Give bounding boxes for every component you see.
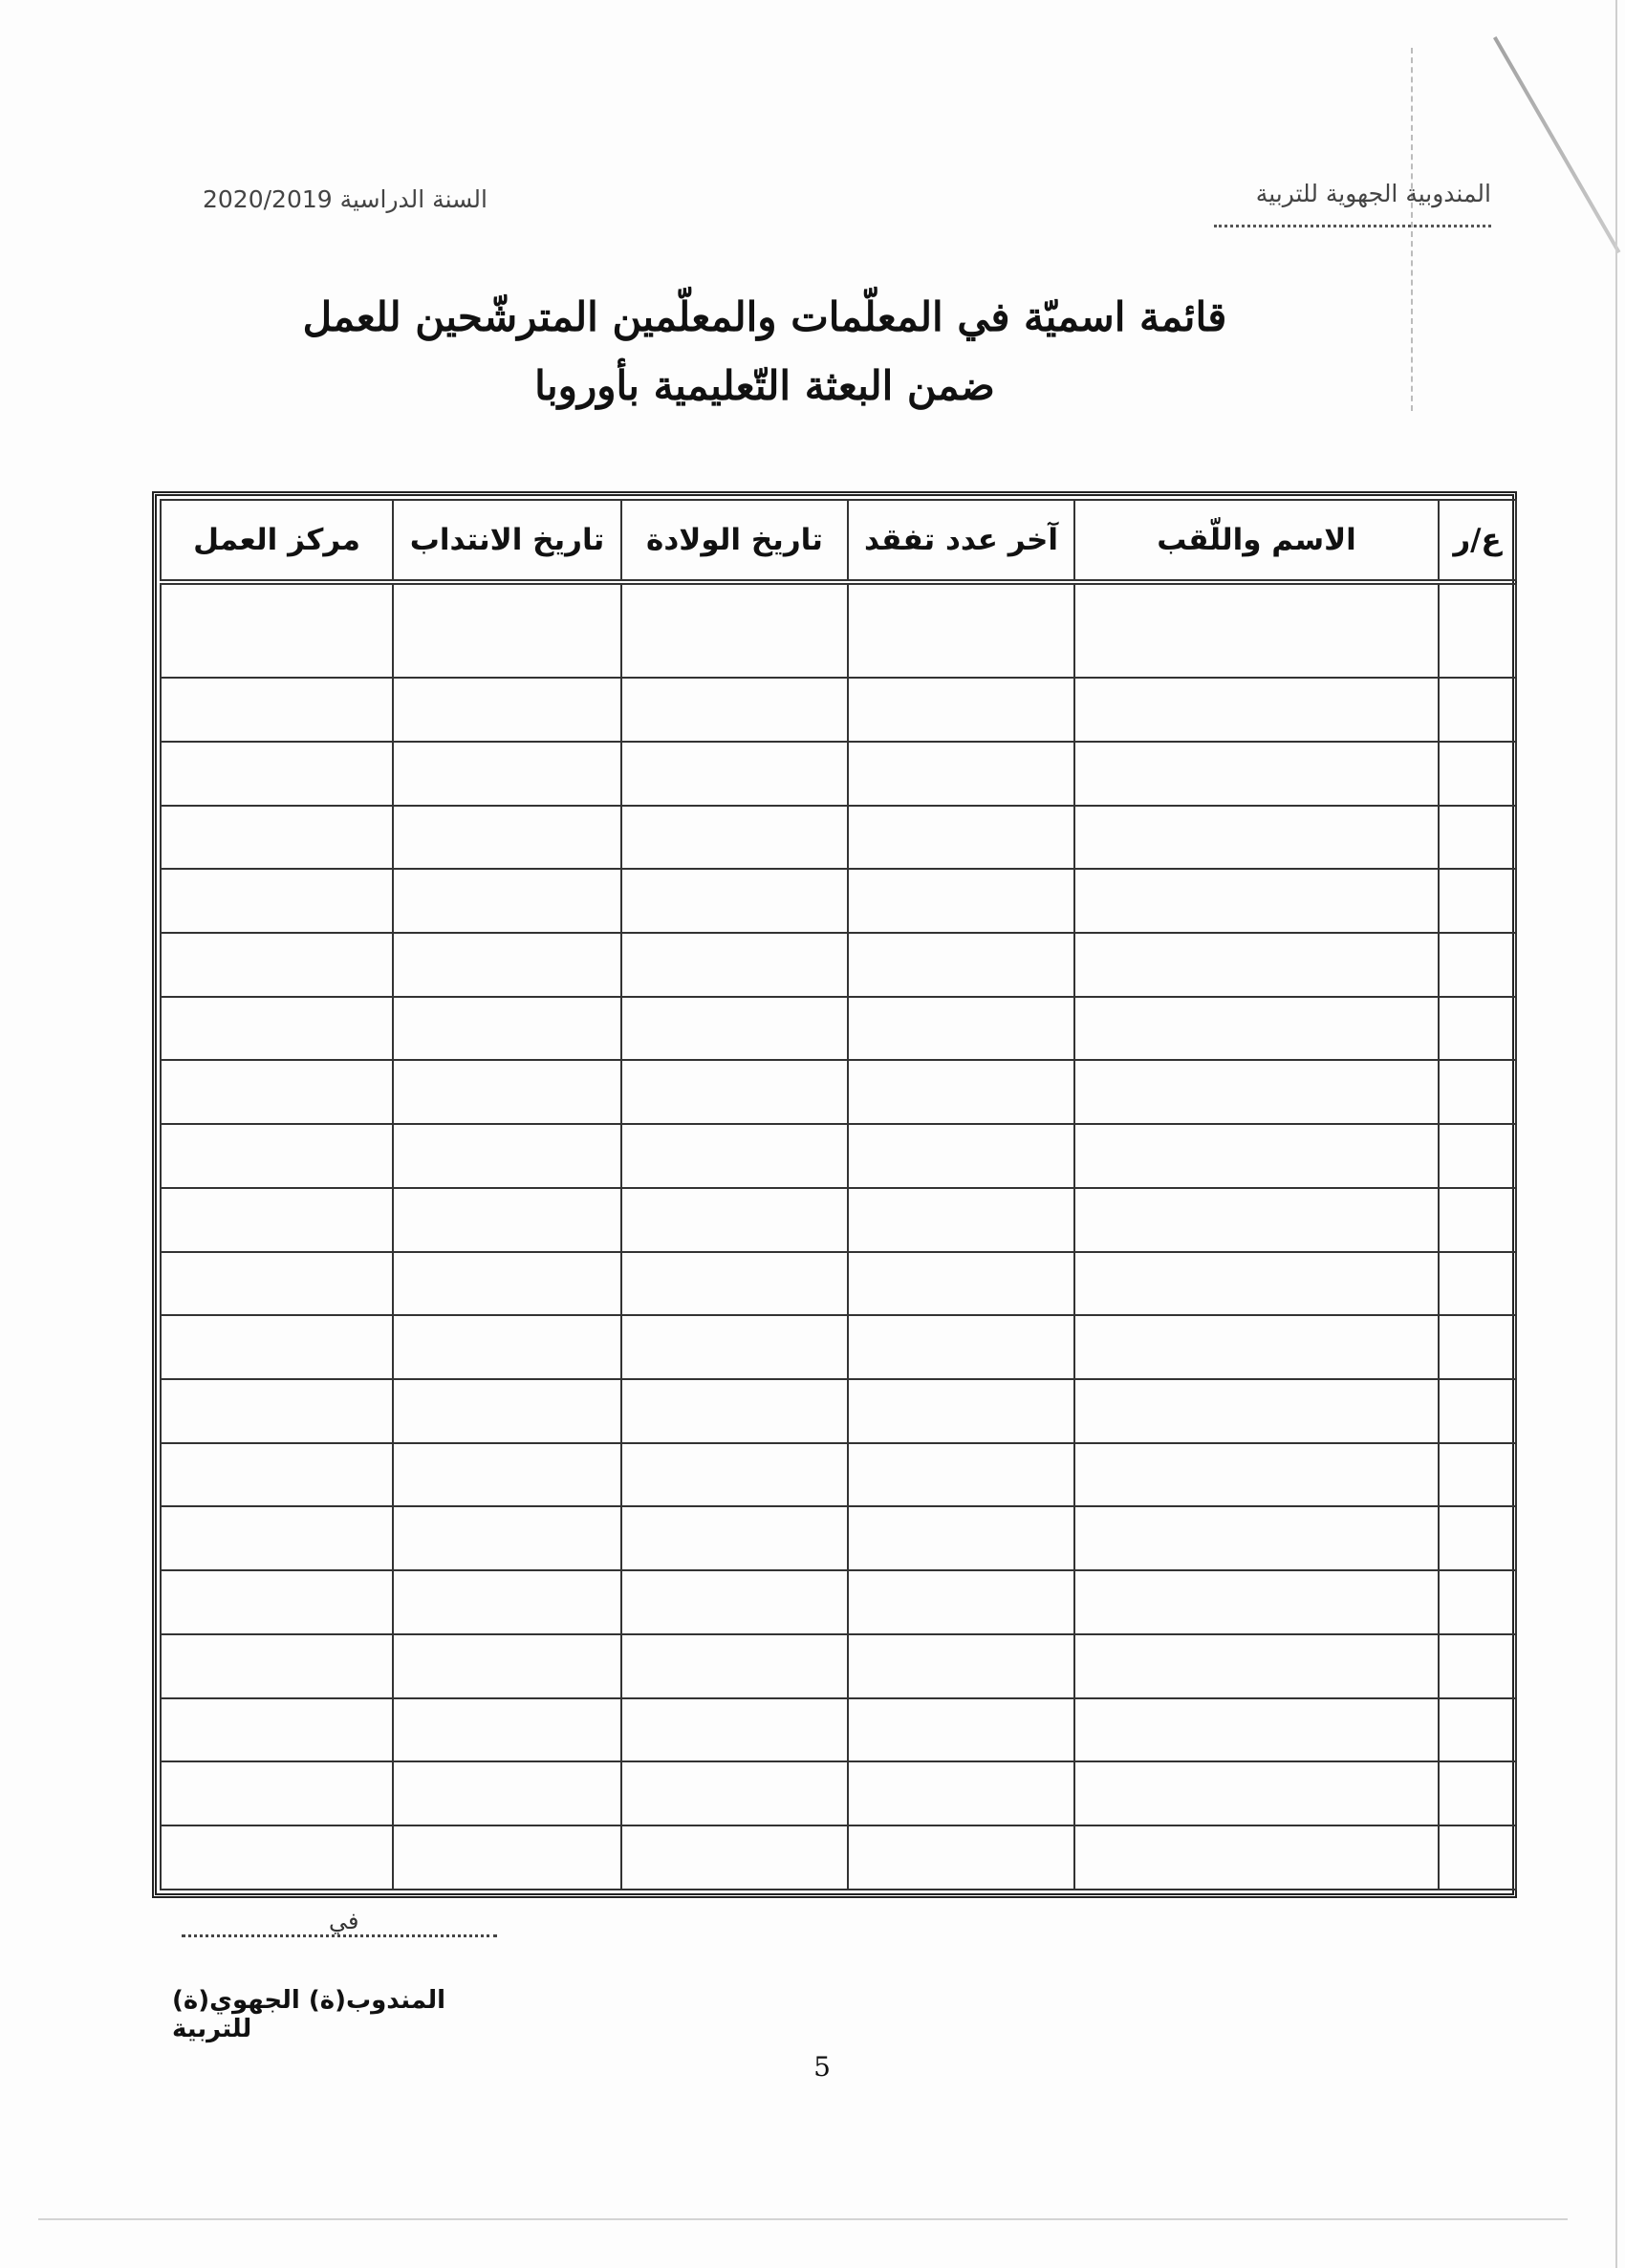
footer-signature-label: المندوب(ة) الجهوي(ة) للتربية (172, 1986, 446, 2043)
scan-artifact-dashed-line (1411, 48, 1413, 411)
table-cell (1074, 806, 1439, 870)
table-row (161, 1570, 1516, 1634)
table-cell (848, 1570, 1074, 1634)
table-cell (1439, 933, 1516, 997)
table-cell (621, 869, 848, 933)
table-cell (161, 1188, 393, 1252)
title-line-1: قائمة اسميّة في المعلّمات والمعلّمين المترشّحين للعمل (302, 293, 1227, 340)
table-cell (393, 1443, 621, 1507)
header-school-year: السنة الدراسية 2020/2019 (203, 185, 488, 213)
table-cell (161, 1570, 393, 1634)
table-cell (1074, 997, 1439, 1061)
table-cell (161, 1634, 393, 1698)
table-cell (1074, 1761, 1439, 1825)
table-cell (393, 1252, 621, 1316)
table-cell (848, 1252, 1074, 1316)
table-cell (848, 678, 1074, 742)
table-cell (1439, 1060, 1516, 1124)
table-cell (848, 742, 1074, 806)
table-cell (161, 678, 393, 742)
table-cell (1074, 582, 1439, 678)
column-header-name: الاسم واللّقب (1074, 500, 1439, 582)
table-cell (161, 869, 393, 933)
table-row (161, 1060, 1516, 1124)
table-cell (1074, 1379, 1439, 1443)
table-cell (161, 1825, 393, 1890)
table-cell (621, 1443, 848, 1507)
column-header-inspection-score: آخر عدد تفقد (848, 500, 1074, 582)
table-cell (848, 1315, 1074, 1379)
table-row (161, 1124, 1516, 1188)
table-cell (161, 1698, 393, 1762)
table-cell (1439, 1315, 1516, 1379)
table-row (161, 1506, 1516, 1570)
column-header-recruitment-date: تاريخ الانتداب (393, 500, 621, 582)
table-cell (1439, 678, 1516, 742)
table-cell (1074, 1443, 1439, 1507)
table-cell (621, 1188, 848, 1252)
table-cell (848, 1188, 1074, 1252)
table-row (161, 1698, 1516, 1762)
table-cell (1074, 1634, 1439, 1698)
table-cell (621, 1761, 848, 1825)
directorate-dotted-line (1214, 225, 1491, 227)
footer-place-date-line (182, 1908, 497, 1937)
table-cell (848, 1825, 1074, 1890)
table-cell (1074, 1825, 1439, 1890)
header-directorate (1185, 180, 1491, 227)
table-row (161, 1443, 1516, 1507)
table-cell (621, 1698, 848, 1762)
table-cell (393, 1634, 621, 1698)
table-cell (1439, 1698, 1516, 1762)
table-cell (848, 1379, 1074, 1443)
column-header-birth-date: تاريخ الولادة (621, 500, 848, 582)
table-cell (1074, 742, 1439, 806)
table-cell (393, 997, 621, 1061)
table-cell (1439, 1634, 1516, 1698)
table-cell (393, 1761, 621, 1825)
table-row (161, 1252, 1516, 1316)
table-row (161, 742, 1516, 806)
table-cell (393, 1124, 621, 1188)
table-cell (1439, 1124, 1516, 1188)
table-cell (393, 1698, 621, 1762)
document-title (287, 283, 1243, 421)
table-cell (393, 1188, 621, 1252)
table-cell (1074, 1252, 1439, 1316)
table-cell (161, 582, 393, 678)
table-cell (848, 933, 1074, 997)
table-cell (1074, 1124, 1439, 1188)
table-cell (393, 1570, 621, 1634)
table-cell (161, 1379, 393, 1443)
table-cell (1074, 1506, 1439, 1570)
table-row (161, 933, 1516, 997)
table-cell (393, 1060, 621, 1124)
table-cell (621, 1315, 848, 1379)
table-cell (848, 806, 1074, 870)
table-cell (621, 742, 848, 806)
table-cell (1074, 678, 1439, 742)
table-cell (621, 1825, 848, 1890)
table-cell (621, 1379, 848, 1443)
table-cell (1439, 742, 1516, 806)
title-line-2: ضمن البعثة التّعليمية بأوروبا (534, 362, 995, 409)
page-number: 5 (813, 2051, 831, 2083)
table-cell (621, 1634, 848, 1698)
table-cell (848, 869, 1074, 933)
table-cell (1439, 869, 1516, 933)
table-cell (848, 1634, 1074, 1698)
table-cell (1439, 1443, 1516, 1507)
table-cell (1074, 1060, 1439, 1124)
table-cell (1439, 1761, 1516, 1825)
table-cell (393, 933, 621, 997)
table-cell (1439, 997, 1516, 1061)
candidates-table-frame (152, 491, 1517, 1898)
table-row (161, 678, 1516, 742)
table-cell (848, 997, 1074, 1061)
table-row (161, 1188, 1516, 1252)
table-cell (393, 1506, 621, 1570)
table-cell (161, 806, 393, 870)
table-body (161, 582, 1516, 1890)
table-row (161, 1315, 1516, 1379)
table-cell (1439, 1252, 1516, 1316)
table-cell (393, 1825, 621, 1890)
table-cell (848, 1506, 1074, 1570)
table-row (161, 869, 1516, 933)
table-cell (621, 678, 848, 742)
table-cell (393, 582, 621, 678)
table-cell (848, 1698, 1074, 1762)
table-cell (1074, 1698, 1439, 1762)
table-cell (848, 1443, 1074, 1507)
table-header-row (161, 500, 1516, 582)
table-cell (1439, 1506, 1516, 1570)
table-cell (1439, 582, 1516, 678)
table-row (161, 1379, 1516, 1443)
table-cell (393, 742, 621, 806)
table-cell (1439, 1379, 1516, 1443)
table-cell (621, 997, 848, 1061)
column-header-workplace: مركز العمل (161, 500, 393, 582)
table-cell (1074, 1188, 1439, 1252)
table-cell (848, 1761, 1074, 1825)
table-cell (161, 997, 393, 1061)
column-header-number: ع/ر (1439, 500, 1516, 582)
table-cell (621, 582, 848, 678)
table-cell (393, 1315, 621, 1379)
table-cell (393, 678, 621, 742)
place-connector: في (325, 1908, 362, 1934)
table-cell (1074, 933, 1439, 997)
candidates-table (160, 499, 1517, 1890)
table-cell (621, 933, 848, 997)
table-cell (161, 1443, 393, 1507)
table-cell (161, 1060, 393, 1124)
table-cell (161, 933, 393, 997)
table-cell (393, 1379, 621, 1443)
table-cell (621, 1252, 848, 1316)
table-cell (1439, 1188, 1516, 1252)
table-cell (161, 1315, 393, 1379)
table-cell (621, 1124, 848, 1188)
scan-artifact-edge (1615, 0, 1617, 2268)
table-row (161, 806, 1516, 870)
table-cell (848, 1124, 1074, 1188)
table-cell (621, 1060, 848, 1124)
table-cell (393, 806, 621, 870)
table-row (161, 1761, 1516, 1825)
table-cell (1439, 1570, 1516, 1634)
scan-artifact-edge (38, 2218, 1568, 2220)
table-cell (621, 1506, 848, 1570)
table-cell (393, 869, 621, 933)
table-cell (1074, 1315, 1439, 1379)
directorate-label: المندوبية الجهوية للتربية (1255, 180, 1491, 207)
scan-artifact-streak (1493, 36, 1620, 253)
table-cell (1439, 1825, 1516, 1890)
table-cell (621, 1570, 848, 1634)
table-cell (848, 582, 1074, 678)
table-cell (621, 806, 848, 870)
table-cell (161, 1761, 393, 1825)
table-cell (161, 1124, 393, 1188)
table-cell (1439, 806, 1516, 870)
table-cell (161, 742, 393, 806)
table-cell (161, 1506, 393, 1570)
table-row (161, 582, 1516, 678)
table-cell (161, 1252, 393, 1316)
table-row (161, 1634, 1516, 1698)
table-cell (848, 1060, 1074, 1124)
table-row (161, 997, 1516, 1061)
table-cell (1074, 869, 1439, 933)
table-cell (1074, 1570, 1439, 1634)
table-row (161, 1825, 1516, 1890)
